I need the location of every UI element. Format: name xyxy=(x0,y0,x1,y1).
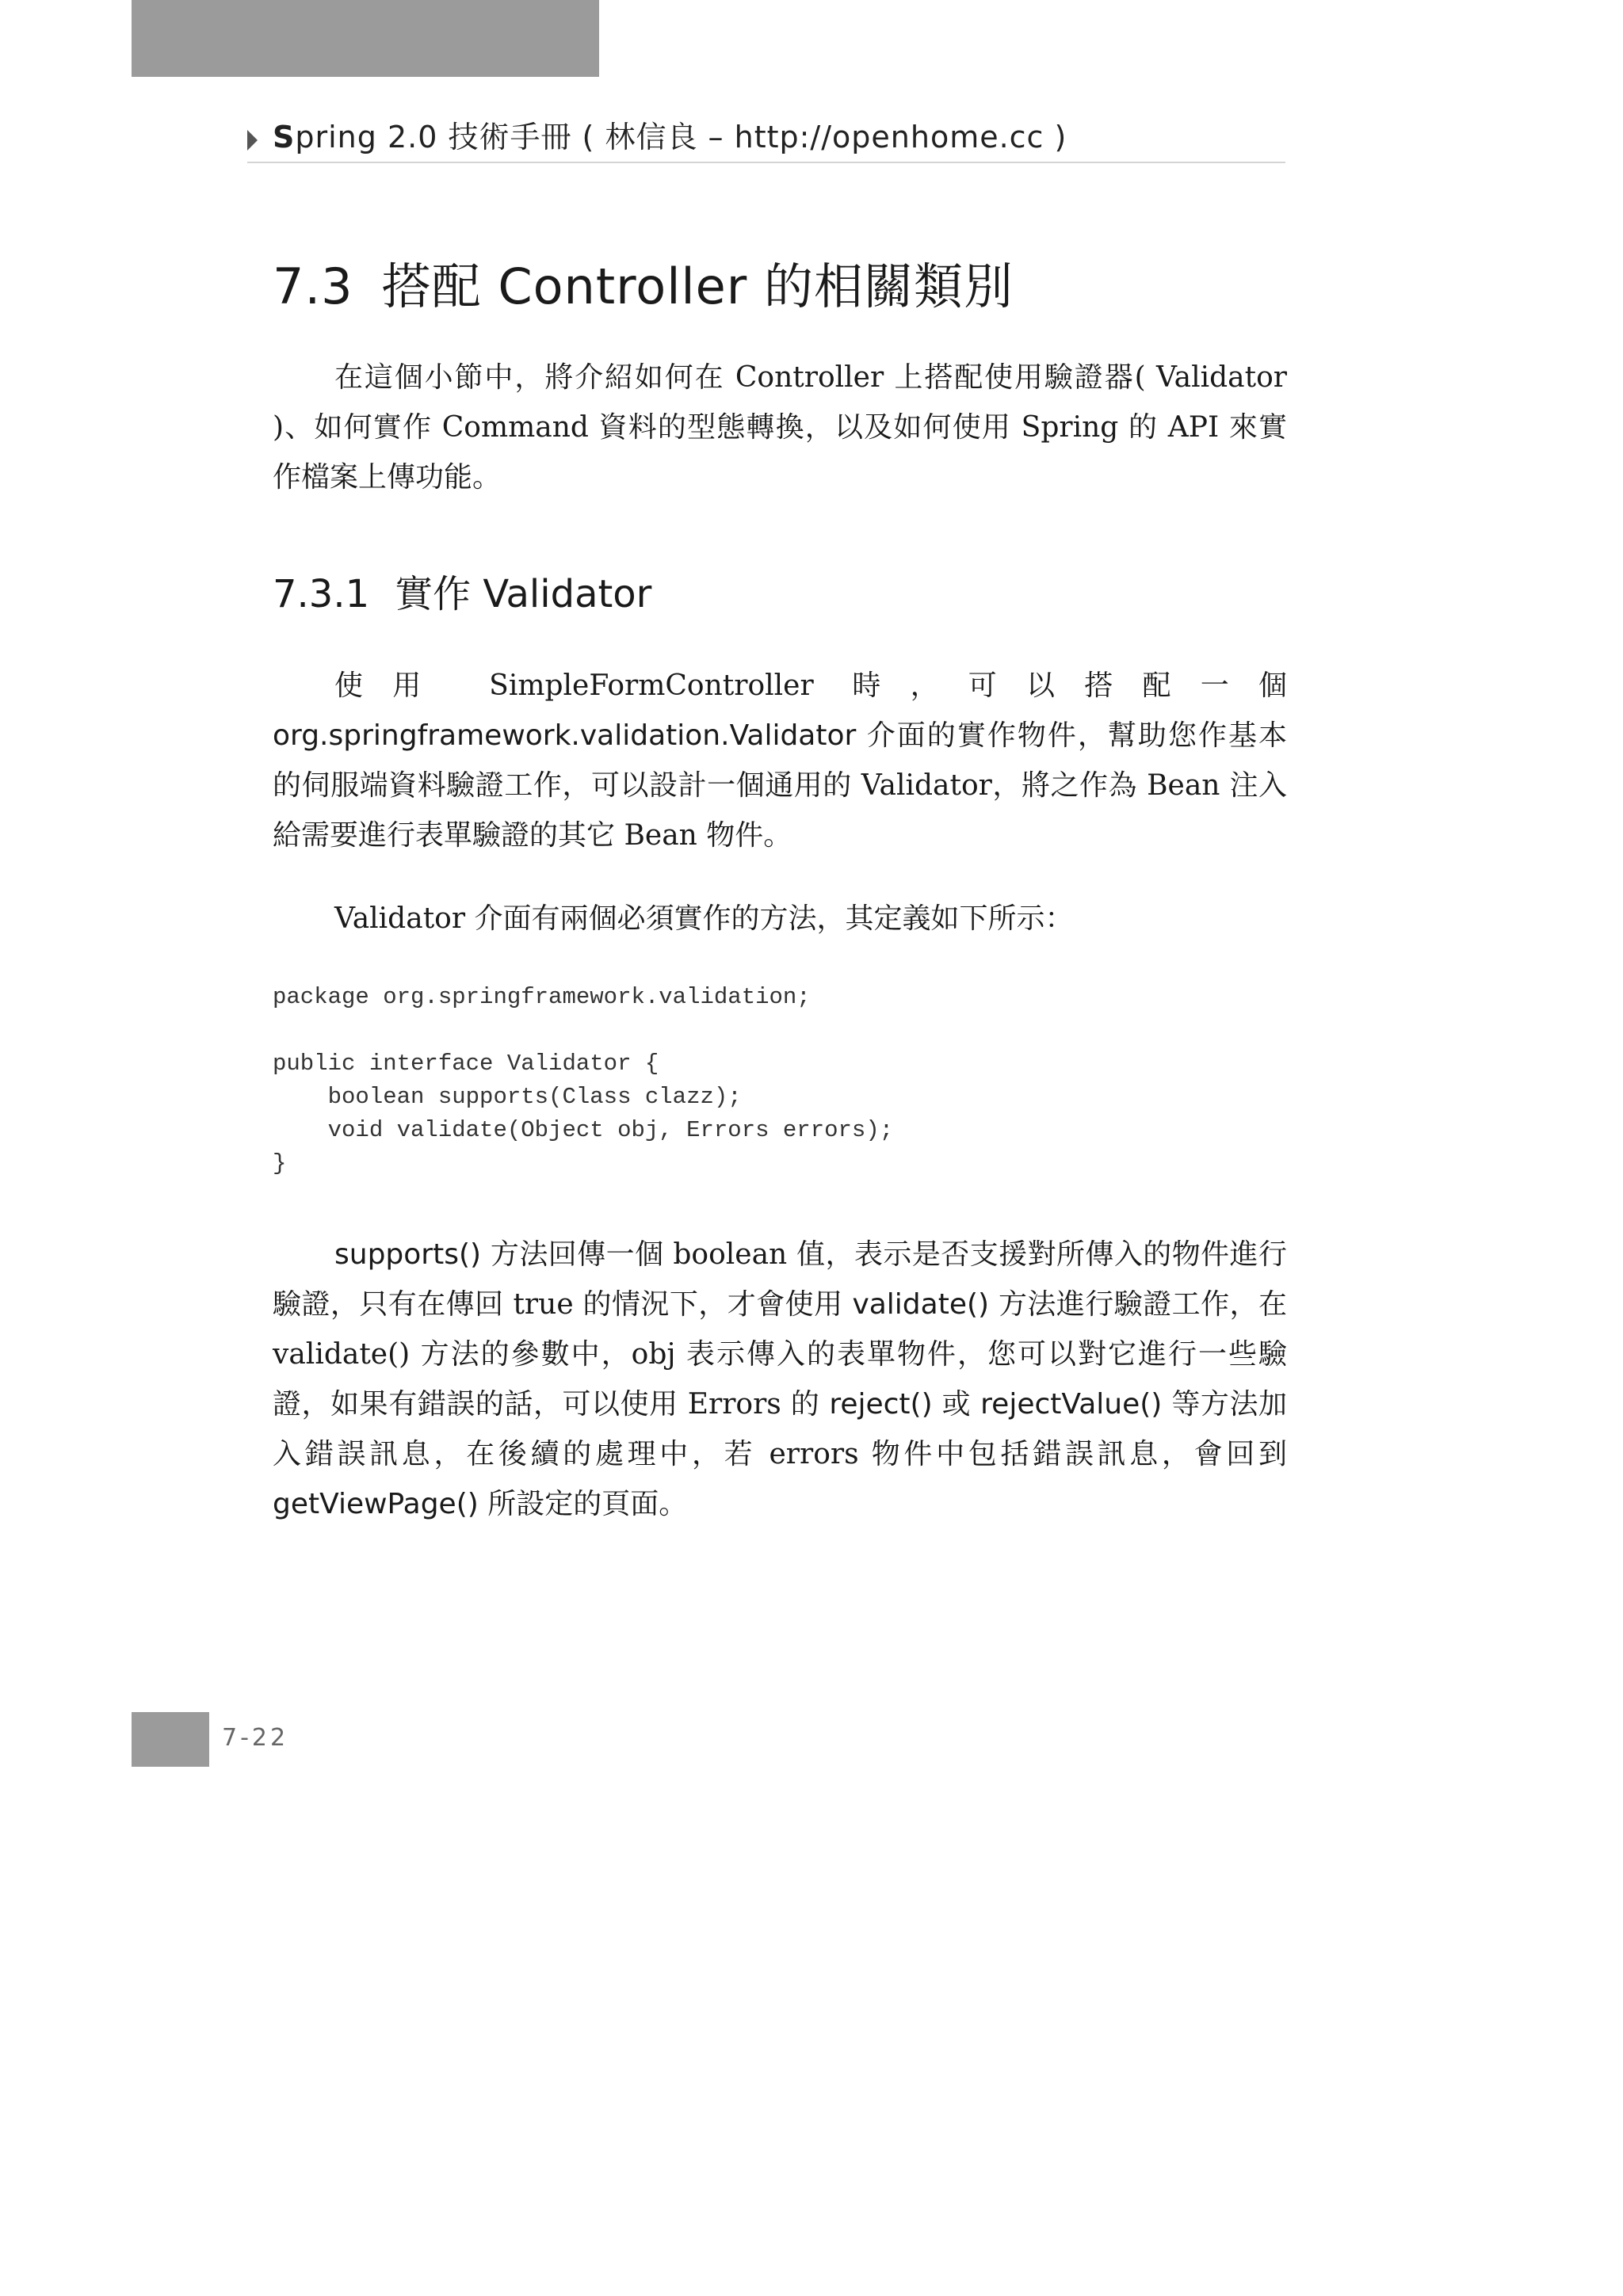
p3-text-h: 等方法加入錯誤訊息，在後續的處理中，若 errors 物件中包括錯誤訊息，會回到 xyxy=(273,1388,1287,1470)
book-title-initial: S xyxy=(273,120,296,154)
header-arrow-icon xyxy=(247,130,258,151)
code-block-validator-interface: package org.springframework.validation; public interface Validator { boolean supports(Class clazz); void validate(Object obj, Errors errors); } xyxy=(273,984,894,1177)
subsection-title-text: 實作 Validator xyxy=(395,572,652,616)
intro-paragraph: 在這個小節中，將介紹如何在 Controller 上搭配使用驗證器( Validator )、如何實作 Command 資料的型態轉換，以及如何使用 Spring 的 API 來實作檔案上傳功能。 xyxy=(273,361,1287,494)
running-header xyxy=(247,117,1285,163)
p3-text-d: 方法進行驗證工作，在 validate() 方法的參數中，obj 表示傳入的表單物件，您可以對它進行一些驗證，如果有錯誤的話，可以使用 Errors 的 xyxy=(273,1288,1287,1421)
p1-package-name: org.springframework.validation.Validator xyxy=(273,719,857,752)
p3-reject-method: reject() xyxy=(829,1388,933,1421)
p3-text-b: 方法回傳一個 boolean 值，表示是否支援對所傳入的物件進行驗證，只有在傳回 true 的情況下，才會使用 xyxy=(273,1238,1287,1321)
section-title xyxy=(273,255,1014,318)
p3-text-j: 所設定的頁面。 xyxy=(478,1488,688,1520)
subsection-number: 7.3.1 xyxy=(273,572,370,616)
p1-text-c: 介面的實作物件，幫助您作基本的伺服端資料驗證工作，可以設計一個通用的 Validator，將之作為 Bean 注入給需要進行表單驗證的其它 Bean 物件。 xyxy=(273,719,1287,852)
book-title xyxy=(273,117,1067,157)
top-tab-decoration xyxy=(132,0,599,77)
section-title-text: 搭配 Controller 的相關類別 xyxy=(381,257,1014,315)
p3-validate-method: validate() xyxy=(852,1288,990,1321)
p1-text-a: 使用 SimpleFormController 時，可以搭配一個 xyxy=(334,669,1287,702)
p3-text-f: 或 xyxy=(932,1388,981,1421)
book-title-rest: pring 2.0 技術手冊 ( 林信良 – http://openhome.cc ) xyxy=(295,120,1067,154)
subsection-title xyxy=(273,569,651,620)
p3-getviewpage-method: getViewPage() xyxy=(273,1488,479,1520)
paragraph-supports-validate xyxy=(273,1230,1287,1529)
p3-supports-method: supports() xyxy=(334,1238,482,1271)
paragraph-validator-usage xyxy=(273,661,1287,860)
section-number: 7.3 xyxy=(273,257,353,315)
footer-tab-decoration xyxy=(132,1712,209,1767)
paragraph-interface-intro: Validator 介面有兩個必須實作的方法，其定義如下所示： xyxy=(334,902,1074,935)
page-number: 7-22 xyxy=(222,1724,289,1752)
p3-rejectvalue-method: rejectValue() xyxy=(980,1388,1163,1421)
